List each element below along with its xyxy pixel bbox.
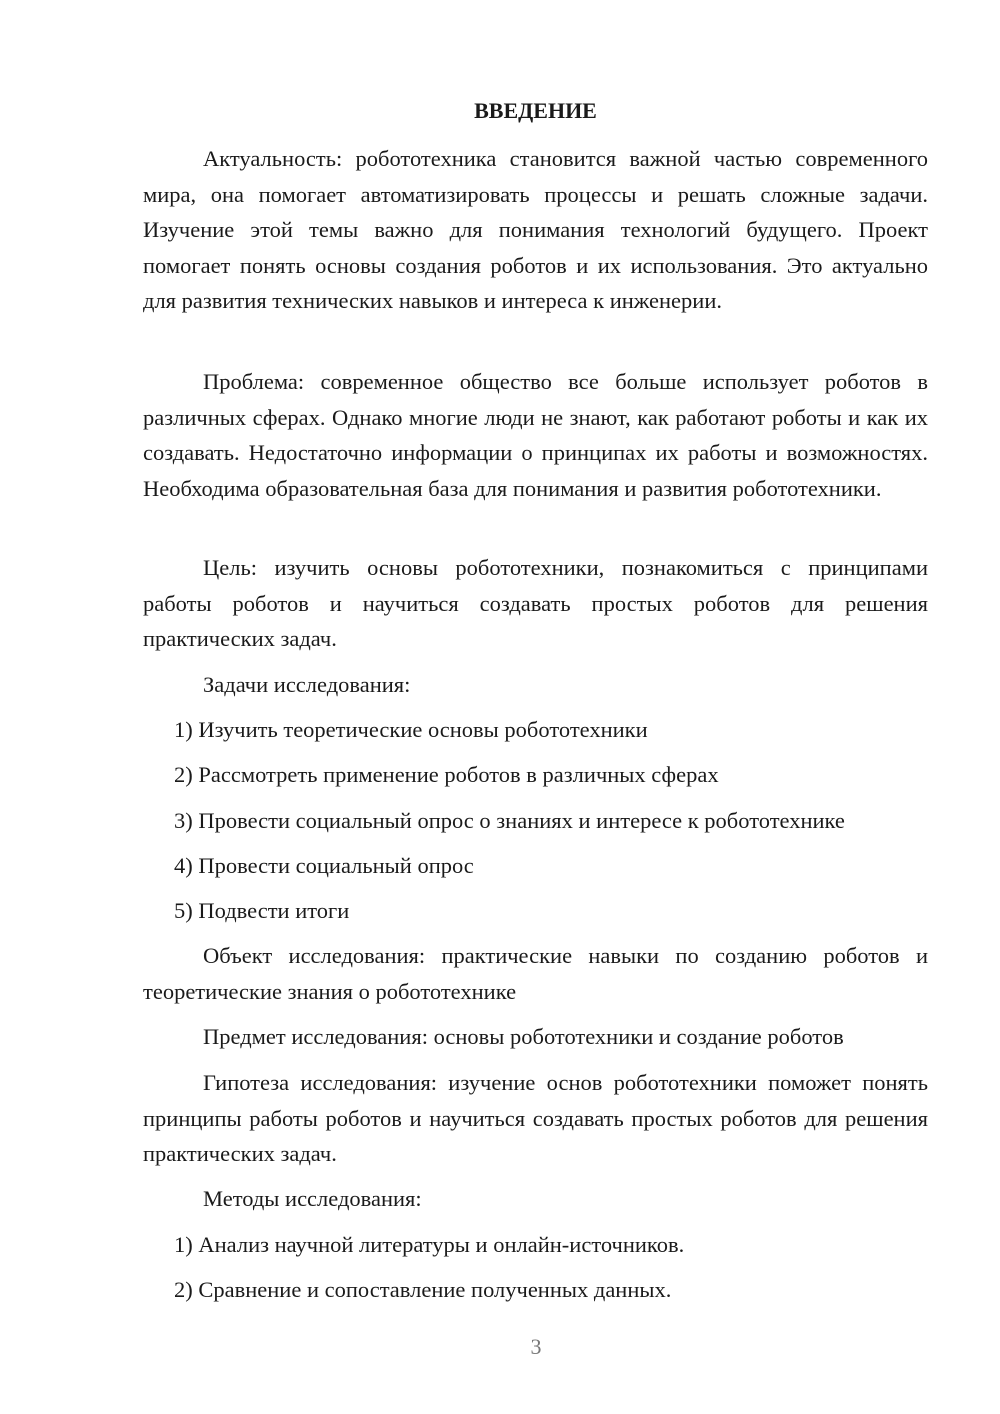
relevance-paragraph: Актуальность: робототехника становится важной частью современного мира, она помогает автоматизировать процессы и решать сложные задачи. Изучение этой темы важно для понимания технологий будущего. Проект помогает понять основы создания роботов и их использования. Это актуально для развития технических навыков и интереса к инженерии. bbox=[143, 146, 928, 313]
task-item: 2) Рассмотреть применение роботов в различных сферах bbox=[174, 762, 719, 787]
problem-paragraph: Проблема: современное общество все больше использует роботов в различных сферах. Однако многие люди не знают, как работают роботы и как их создавать. Недостаточно информации о принципах их работы и возможностях. Необходима образовательная база для понимания и развития робототехники. bbox=[143, 369, 928, 501]
methods-heading: Методы исследования: bbox=[203, 1186, 422, 1211]
method-item: 2) Сравнение и сопоставление полученных данных. bbox=[174, 1277, 672, 1302]
task-item: 4) Провести социальный опрос bbox=[174, 853, 474, 878]
tasks-heading: Задачи исследования: bbox=[203, 672, 411, 697]
section-heading: ВВЕДЕНИЕ bbox=[474, 98, 597, 123]
task-item: 1) Изучить теоретические основы робототехники bbox=[174, 717, 648, 742]
goal-paragraph: Цель: изучить основы робототехники, познакомиться с принципами работы роботов и научиться создавать простых роботов для решения практических задач. bbox=[143, 555, 928, 651]
hypothesis-paragraph: Гипотеза исследования: изучение основ робототехники поможет понять принципы работы роботов и научиться создавать простых роботов для решения практических задач. bbox=[143, 1070, 928, 1166]
page-number: 3 bbox=[530, 1334, 542, 1359]
task-item: 5) Подвести итоги bbox=[174, 898, 350, 923]
subject-paragraph: Предмет исследования: основы робототехники и создание роботов bbox=[203, 1024, 844, 1049]
method-item: 1) Анализ научной литературы и онлайн-источников. bbox=[174, 1232, 685, 1257]
task-item: 3) Провести социальный опрос о знаниях и интересе к робототехнике bbox=[174, 808, 845, 833]
object-paragraph: Объект исследования: практические навыки по созданию роботов и теоретические знания о робототехнике bbox=[143, 943, 928, 1004]
